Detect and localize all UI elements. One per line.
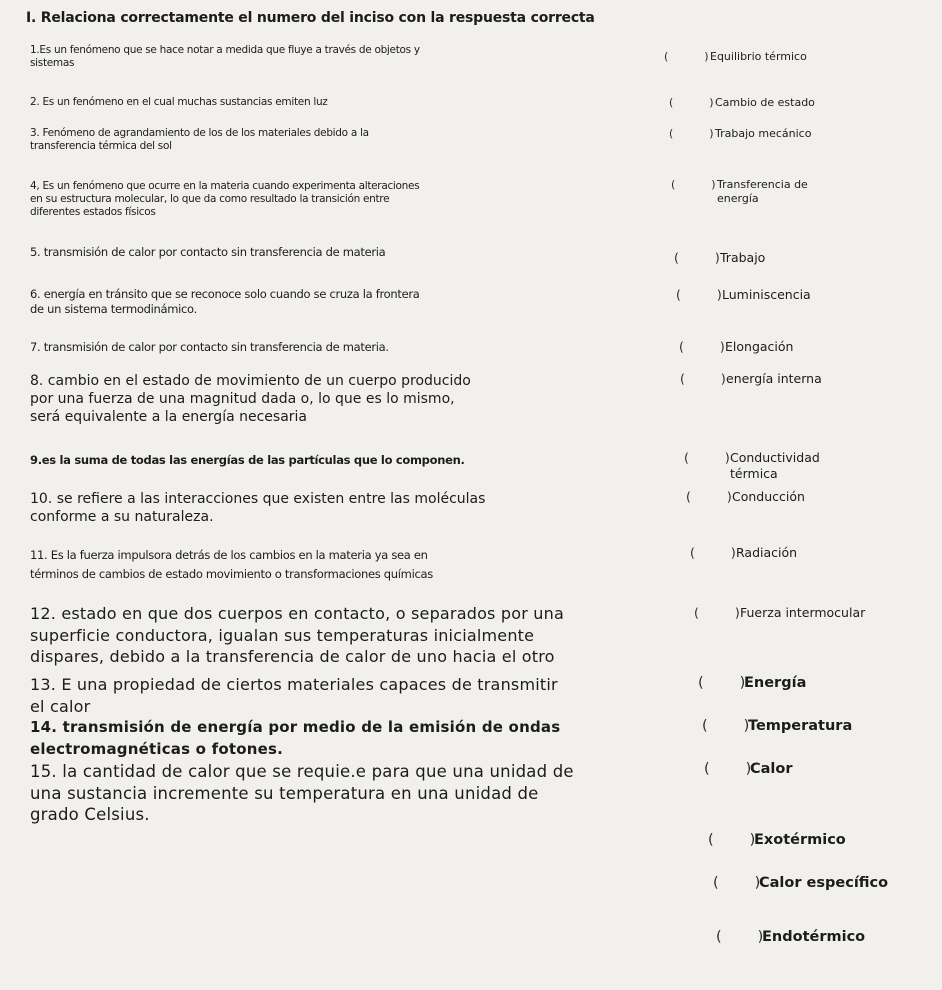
- answer-blank[interactable]: [679, 339, 725, 355]
- option-calor[interactable]: [704, 760, 793, 778]
- option-label: Exotérmico: [754, 832, 846, 848]
- question-6: [30, 287, 420, 317]
- option-conduccion[interactable]: [686, 489, 805, 505]
- question-line: 11. Es la fuerza impulsora detrás de los cambios en la materia ya sea en: [30, 548, 428, 562]
- question-line: 7. transmisión de calor por contacto sin transferencia de materia.: [30, 340, 389, 354]
- question-line: transferencia térmica del sol: [30, 140, 172, 152]
- question-10: [30, 490, 485, 526]
- option-label-line: Transferencia de: [717, 178, 808, 191]
- question-line: 2. Es un fenómeno en el cual muchas sustancias emiten luz: [30, 96, 328, 108]
- question-line: una sustancia incremente su temperatura en una unidad de: [30, 783, 539, 803]
- option-fuerza-intermocular[interactable]: [694, 605, 865, 621]
- answer-blank[interactable]: [704, 760, 750, 778]
- option-equilibrio-termico[interactable]: [664, 50, 807, 64]
- question-3: [30, 127, 369, 153]
- answer-blank[interactable]: [713, 874, 759, 892]
- answer-blank[interactable]: [669, 127, 715, 141]
- option-label: Temperatura: [748, 718, 853, 734]
- option-trabajo[interactable]: [674, 250, 765, 266]
- option-exotermico[interactable]: [708, 831, 846, 849]
- option-label: [730, 450, 820, 482]
- question-line: términos de cambios de estado movimiento o transformaciones químicas: [30, 567, 433, 581]
- answer-blank[interactable]: [671, 178, 717, 192]
- question-line: 4, Es un fenómeno que ocurre en la materia cuando experimenta alteraciones: [30, 180, 420, 192]
- question-line: conforme a su naturaleza.: [30, 509, 214, 525]
- option-label: Luminiscencia: [722, 287, 811, 302]
- question-line: en su estructura molecular, lo que da como resultado la transición entre: [30, 193, 390, 205]
- option-endotermico[interactable]: [716, 928, 865, 946]
- question-8: [30, 372, 471, 426]
- option-temperatura[interactable]: [702, 717, 852, 735]
- option-elongacion[interactable]: [679, 339, 793, 355]
- option-label: Trabajo: [720, 250, 766, 265]
- question-11: [30, 548, 433, 582]
- answer-blank[interactable]: [686, 489, 732, 505]
- option-label: Calor: [750, 761, 793, 777]
- question-12: [30, 603, 564, 668]
- answer-blank[interactable]: [684, 450, 730, 466]
- question-line: 15. la cantidad de calor que se requie.e para que una unidad de: [30, 762, 574, 781]
- option-label: Calor específico: [759, 875, 889, 891]
- question-line: sistemas: [30, 57, 75, 69]
- question-line: 8. cambio en el estado de movimiento de un cuerpo producido: [30, 373, 471, 389]
- question-2: [30, 96, 328, 109]
- option-label-line: Conductividad: [730, 450, 820, 465]
- question-line: 14. transmisión de energía por medio de la emisión de ondas: [30, 718, 561, 736]
- question-9: [30, 453, 465, 468]
- option-label: Equilibrio térmico: [710, 50, 807, 63]
- question-line: 3. Fenómeno de agrandamiento de los de los materiales debido a la: [30, 127, 369, 139]
- question-line: electromagnéticas o fotones.: [30, 739, 283, 758]
- option-luminiscencia[interactable]: [676, 287, 811, 303]
- option-label: Energía: [744, 675, 807, 691]
- option-label: Trabajo mecánico: [715, 127, 812, 140]
- option-trabajo-mecanico[interactable]: [669, 127, 811, 141]
- answer-blank[interactable]: [664, 50, 710, 64]
- answer-blank[interactable]: [698, 674, 744, 692]
- option-label-line: térmica: [730, 466, 778, 481]
- question-line: grado Celsius.: [30, 805, 150, 824]
- answer-blank[interactable]: [702, 717, 748, 735]
- question-line: 10. se refiere a las interacciones que existen entre las moléculas: [30, 491, 486, 507]
- answer-blank[interactable]: [694, 605, 740, 621]
- question-13: [30, 674, 558, 717]
- question-line: diferentes estados físicos: [30, 206, 156, 218]
- option-label-line: energía: [717, 192, 759, 205]
- answer-blank[interactable]: [669, 96, 715, 110]
- answer-blank[interactable]: [690, 545, 736, 561]
- question-1: [30, 44, 420, 70]
- option-label: Endotérmico: [762, 929, 866, 945]
- page-title: I. Relaciona correctamente el numero del inciso con la respuesta correcta: [26, 10, 595, 26]
- option-label: energía interna: [726, 371, 822, 386]
- question-15: [30, 761, 574, 826]
- question-line: 13. E una propiedad de ciertos materiales capaces de transmitir: [30, 675, 558, 694]
- answer-blank[interactable]: [716, 928, 762, 946]
- question-line: de un sistema termodinámico.: [30, 302, 197, 316]
- question-line: 5. transmisión de calor por contacto sin transferencia de materia: [30, 245, 386, 259]
- question-7: [30, 340, 389, 355]
- option-transferencia-de-energia[interactable]: [671, 178, 808, 206]
- option-label: [717, 178, 808, 206]
- answer-blank[interactable]: [674, 250, 720, 266]
- question-line: superficie conductora, igualan sus temperaturas inicialmente: [30, 625, 535, 645]
- answer-blank[interactable]: [676, 287, 722, 303]
- question-line: será equivalente a la energía necesaria: [30, 409, 308, 425]
- question-line: 9.es la suma de todas las energías de las partículas que lo componen.: [30, 453, 465, 467]
- option-label: Elongación: [725, 339, 794, 354]
- question-14: [30, 717, 560, 760]
- option-cambio-de-estado[interactable]: [669, 96, 815, 110]
- option-label: Cambio de estado: [715, 96, 815, 109]
- question-4: [30, 180, 419, 219]
- answer-blank[interactable]: [680, 371, 726, 387]
- question-line: 1.Es un fenómeno que se hace notar a medida que fluye a través de objetos y: [30, 44, 420, 56]
- question-line: por una fuerza de una magnitud dada o, lo que es lo mismo,: [30, 391, 455, 407]
- option-label: Radiación: [736, 545, 798, 560]
- question-line: 12. estado en que dos cuerpos en contacto, o separados por una: [30, 604, 564, 623]
- option-radiacion[interactable]: [690, 545, 797, 561]
- option-label: Conducción: [732, 489, 805, 504]
- option-energia-interna[interactable]: [680, 371, 822, 387]
- option-label: Fuerza intermocular: [740, 605, 866, 620]
- option-calor-especifico[interactable]: [713, 874, 888, 892]
- answer-blank[interactable]: [708, 831, 754, 849]
- option-conductividad-termica[interactable]: [684, 450, 820, 482]
- question-line: dispares, debido a la transferencia de calor de uno hacia el otro: [30, 647, 555, 666]
- question-line: 6. energía en tránsito que se reconoce solo cuando se cruza la frontera: [30, 287, 420, 301]
- question-5: [30, 245, 385, 260]
- question-line: el calor: [30, 696, 91, 716]
- option-energia[interactable]: [698, 674, 806, 692]
